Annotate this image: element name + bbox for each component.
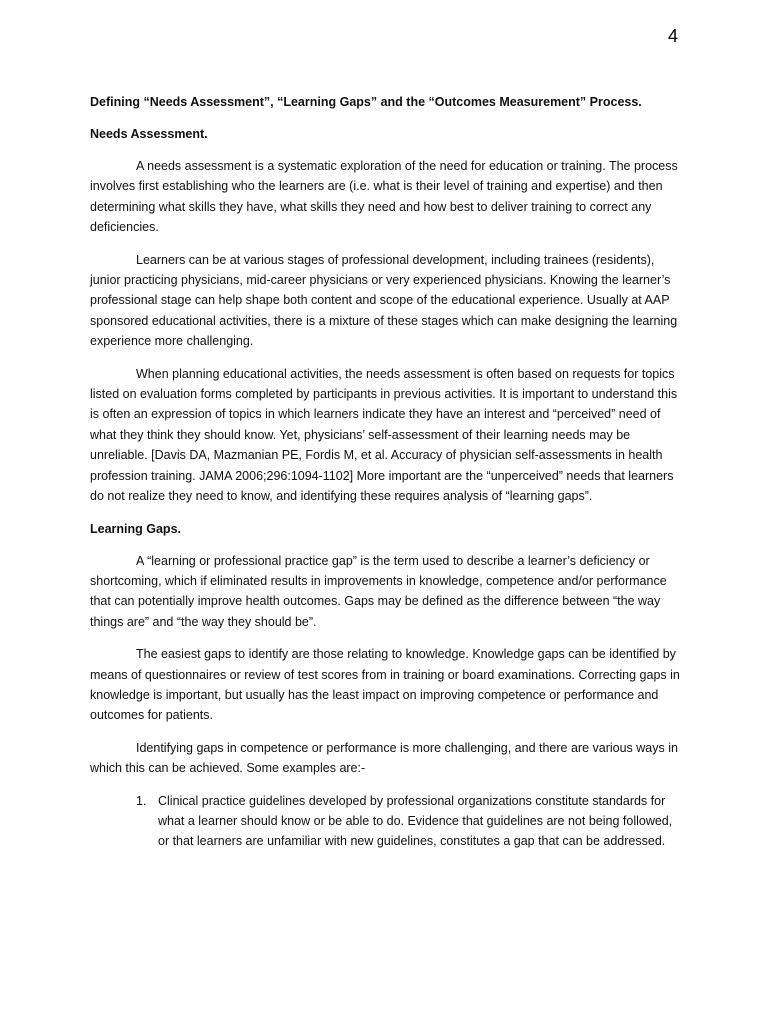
paragraph: Identifying gaps in competence or performance is more challenging, and there are various ways in which this can be achieved. Some examples are:- (90, 740, 678, 776)
paragraph: When planning educational activities, the needs assessment is often based on requests for topics listed on evaluation forms completed by participants in previous activities. It is important to understand this is often an expression of topics in which learners indicate they have an interest and “perceived” need of what they think they should know. Yet, physicians’ self-assessment of their learning needs may be unreliable. [Davis DA, Mazmanian PE, Fordis M, et al. Accuracy of physician self-assessments in health profession training. JAMA 2006;296:1094-1102] More important are the “unperceived” needs that learners do not realize they need to know, and identifying these requires analysis of “learning gaps”. (90, 366, 678, 504)
page-number: 4 (667, 26, 678, 46)
section-heading-needs-assessment: Needs Assessment. (90, 127, 208, 141)
list-item (90, 791, 680, 852)
paragraph: A needs assessment is a systematic exploration of the need for education or training. The process involves first establishing who the learners are (i.e. what is their level of training and expertise) and then determining what skills they have, what skills they need and how best to deliver training to correct any deficiencies. (90, 159, 678, 235)
paragraph: Learners can be at various stages of professional development, including trainees (residents), junior practicing physicians, mid-career physicians or very experienced physicians. Knowing the learner’s professional stage can help shape both content and scope of the educational experience. Usually at AAP sponsored educational activities, there is a mixture of these stages which can make designing the learning experience more challenging. (90, 252, 678, 349)
list-item-number: 1. (136, 793, 147, 808)
document-body (90, 92, 680, 852)
section-heading-learning-gaps: Learning Gaps. (90, 521, 181, 536)
examples-list (90, 791, 680, 852)
paragraph: A “learning or professional practice gap” is the term used to describe a learner’s deficiency or shortcoming, which if eliminated results in improvements in knowledge, competence and/or performance that can potentially improve health outcomes. Gaps may be defined as the difference between “the way things are” and “the way they should be”. (90, 553, 667, 629)
paragraph: The easiest gaps to identify are those relating to knowledge. Knowledge gaps can be identified by means of questionnaires or review of test scores from in training or board examinations. Correcting gaps in knowledge is important, but usually has the least impact on improving competence or performance and outcomes for patients. (90, 647, 680, 723)
list-item-text: Clinical practice guidelines developed by professional organizations constitute standards for what a learner should know or be able to do. Evidence that guidelines are not being followed, or that learners are unfamiliar with new guidelines, constitutes a gap that can be addressed. (158, 793, 673, 849)
document-title: Defining “Needs Assessment”, “Learning Gaps” and the “Outcomes Measurement” Process. (90, 95, 642, 109)
